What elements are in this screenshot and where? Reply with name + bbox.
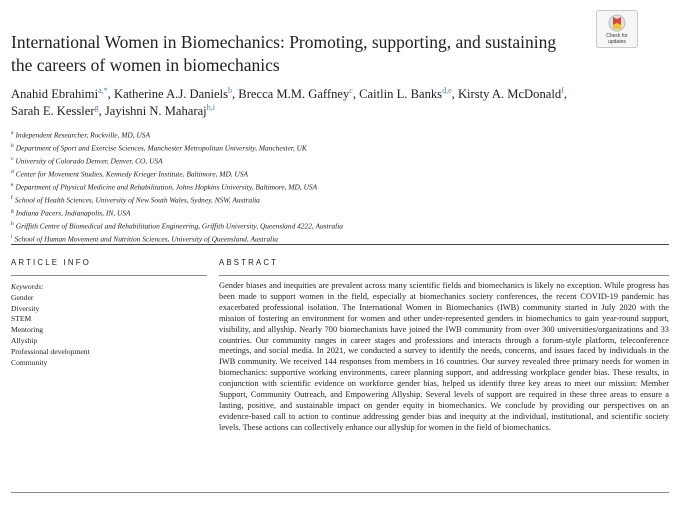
affiliation-key: e — [11, 181, 14, 188]
affiliation-list — [11, 128, 631, 245]
keyword-item: Community — [11, 357, 48, 367]
abstract-text: Gender biases and inequities are prevalent across many scientific fields and biomechanics is likely no exception. While progress has been made to support women in the field, especially at biomechanics society conferences, the recent COVID-19 pandemic has exacerbated professional isolation. The International Women in Biomechanics (IWB) community started in July 2020 with the mission of fostering an environment for women and other under-represented genders in biomechanics to gain year-round support, visibility, and allyship. Nearly 700 biomechanists have joined the IWB community from over 300 universities/organizations and 33 countries. Our community ranges in career stages and professions and interacts through a forum-style platform, teleconference meetings, and social media. In 2021, we conducted a survey to identify the needs, concerns, and issues faced by individuals in the IWB community. We received 144 responses from members in 16 countries. Our survey revealed three primary needs for women in biomechanics: supportive working environments, career planning support, and addressing workplace gender bias. These results, in conjunction with scientific evidence on workforce gender bias, helped us identify three key areas to meet our mission: Member Support, Community Outreach, and Empowering Allyship. Several levels of support are required in these three areas to ensure a lasting, positive, and sustainable impact on gender equity in biomechanics. We conclude by providing our perspectives on an evidence-based call to action to continue addressing gender bias and inequity at the individual, institutional, and scientific society levels. These actions can collectively enhance our allyship for women in the field of biomechanics. — [219, 281, 669, 432]
author-list — [11, 86, 611, 120]
affiliation-key: c — [11, 155, 14, 162]
keyword-item: STEM — [11, 314, 32, 324]
affiliation-text: Independent Researcher, Rockville, MD, USA — [15, 130, 151, 140]
header-divider — [11, 244, 669, 245]
footer-divider — [11, 492, 669, 493]
author-name[interactable]: Katherine A.J. Daniels — [113, 87, 228, 101]
author-name[interactable]: Kirsty A. McDonald — [457, 87, 562, 101]
affiliation-text: Indiana Pacers, Indianapolis, IN, USA — [15, 208, 131, 218]
keyword-item: Mentoring — [11, 325, 44, 335]
keyword-item: Diversity — [11, 303, 40, 313]
keywords-block — [11, 282, 201, 368]
abstract-heading: ABSTRACT — [219, 258, 279, 267]
author-affiliation-marker[interactable]: c — [349, 85, 353, 95]
affiliation-item — [11, 141, 631, 154]
keyword-item: Allyship — [11, 335, 38, 345]
affiliation-item — [11, 206, 631, 219]
author-affiliation-marker[interactable]: g — [94, 102, 99, 112]
check-for-updates-badge[interactable] — [596, 10, 638, 48]
badge-line2: updates — [608, 39, 626, 45]
affiliation-key: a — [11, 130, 14, 136]
affiliation-text: Department of Sport and Exercise Sciences, Manchester Metropolitan University, Manchester, UK — [15, 143, 307, 153]
author-separator: , — [563, 87, 567, 101]
affiliation-item — [11, 193, 631, 206]
author-affiliation-marker[interactable]: a,* — [98, 85, 108, 95]
affiliation-key: g — [11, 207, 14, 214]
affiliation-text: School of Health Sciences, University of New South Wales, Sydney, NSW, Australia — [14, 195, 260, 205]
affiliation-text: Department of Physical Medicine and Rehabilitation, Johns Hopkins University, Baltimore, MD, USA — [15, 182, 318, 192]
affiliation-key: b — [11, 142, 14, 149]
keyword-item: Professional development — [11, 346, 90, 356]
affiliation-key: h — [11, 220, 14, 227]
crossmark-icon — [608, 14, 626, 32]
badge-line1: Check for — [606, 33, 628, 39]
article-info-divider — [11, 275, 207, 276]
keyword-list — [11, 293, 201, 369]
affiliation-item — [11, 180, 631, 193]
keyword-item: Gender — [11, 292, 34, 302]
affiliation-key: f — [11, 194, 13, 201]
affiliation-item — [11, 219, 631, 232]
author-name[interactable]: Jayishni N. Maharaj — [104, 104, 207, 118]
abstract-divider — [219, 275, 669, 276]
affiliation-text: University of Colorado Denver, Denver, CO, USA — [15, 156, 163, 166]
author-name[interactable]: Sarah E. Kessler — [11, 104, 95, 118]
affiliation-item — [11, 167, 631, 180]
affiliation-key: d — [11, 168, 14, 175]
author-separator: , — [231, 87, 236, 101]
author-affiliation-marker[interactable]: h,i — [206, 102, 215, 112]
author-separator: , — [107, 87, 111, 101]
keywords-label: Keywords: — [11, 282, 44, 291]
author-affiliation-marker[interactable]: f — [561, 85, 564, 95]
affiliation-text: Griffith Centre of Biomedical and Rehabilitation Engineering, Griffith University, Queensland 4222, Australia — [15, 221, 343, 231]
author-affiliation-marker[interactable]: b — [227, 85, 232, 95]
author-name[interactable]: Brecca M.M. Gaffney — [238, 87, 350, 101]
author-name[interactable]: Caitlin L. Banks — [359, 87, 443, 101]
affiliation-item — [11, 128, 631, 141]
author-separator: , — [98, 104, 102, 118]
author-separator: , — [451, 87, 455, 101]
article-info-heading: ARTICLE INFO — [11, 258, 91, 267]
author-name[interactable]: Anahid Ebrahimi — [11, 87, 99, 101]
affiliation-text: Center for Movement Studies, Kennedy Krieger Institute, Baltimore, MD, USA — [15, 169, 249, 179]
affiliation-key: i — [11, 233, 13, 240]
author-affiliation-marker[interactable]: d,e — [442, 85, 452, 95]
article-title: International Women in Biomechanics: Promoting, supporting, and sustaining the careers of women in biomechanics — [11, 32, 557, 75]
affiliation-item — [11, 232, 631, 245]
affiliation-item — [11, 154, 631, 167]
author-separator: , — [352, 87, 356, 101]
affiliation-text: School of Human Movement and Nutrition Sciences, University of Queensland, Australia — [14, 234, 278, 244]
